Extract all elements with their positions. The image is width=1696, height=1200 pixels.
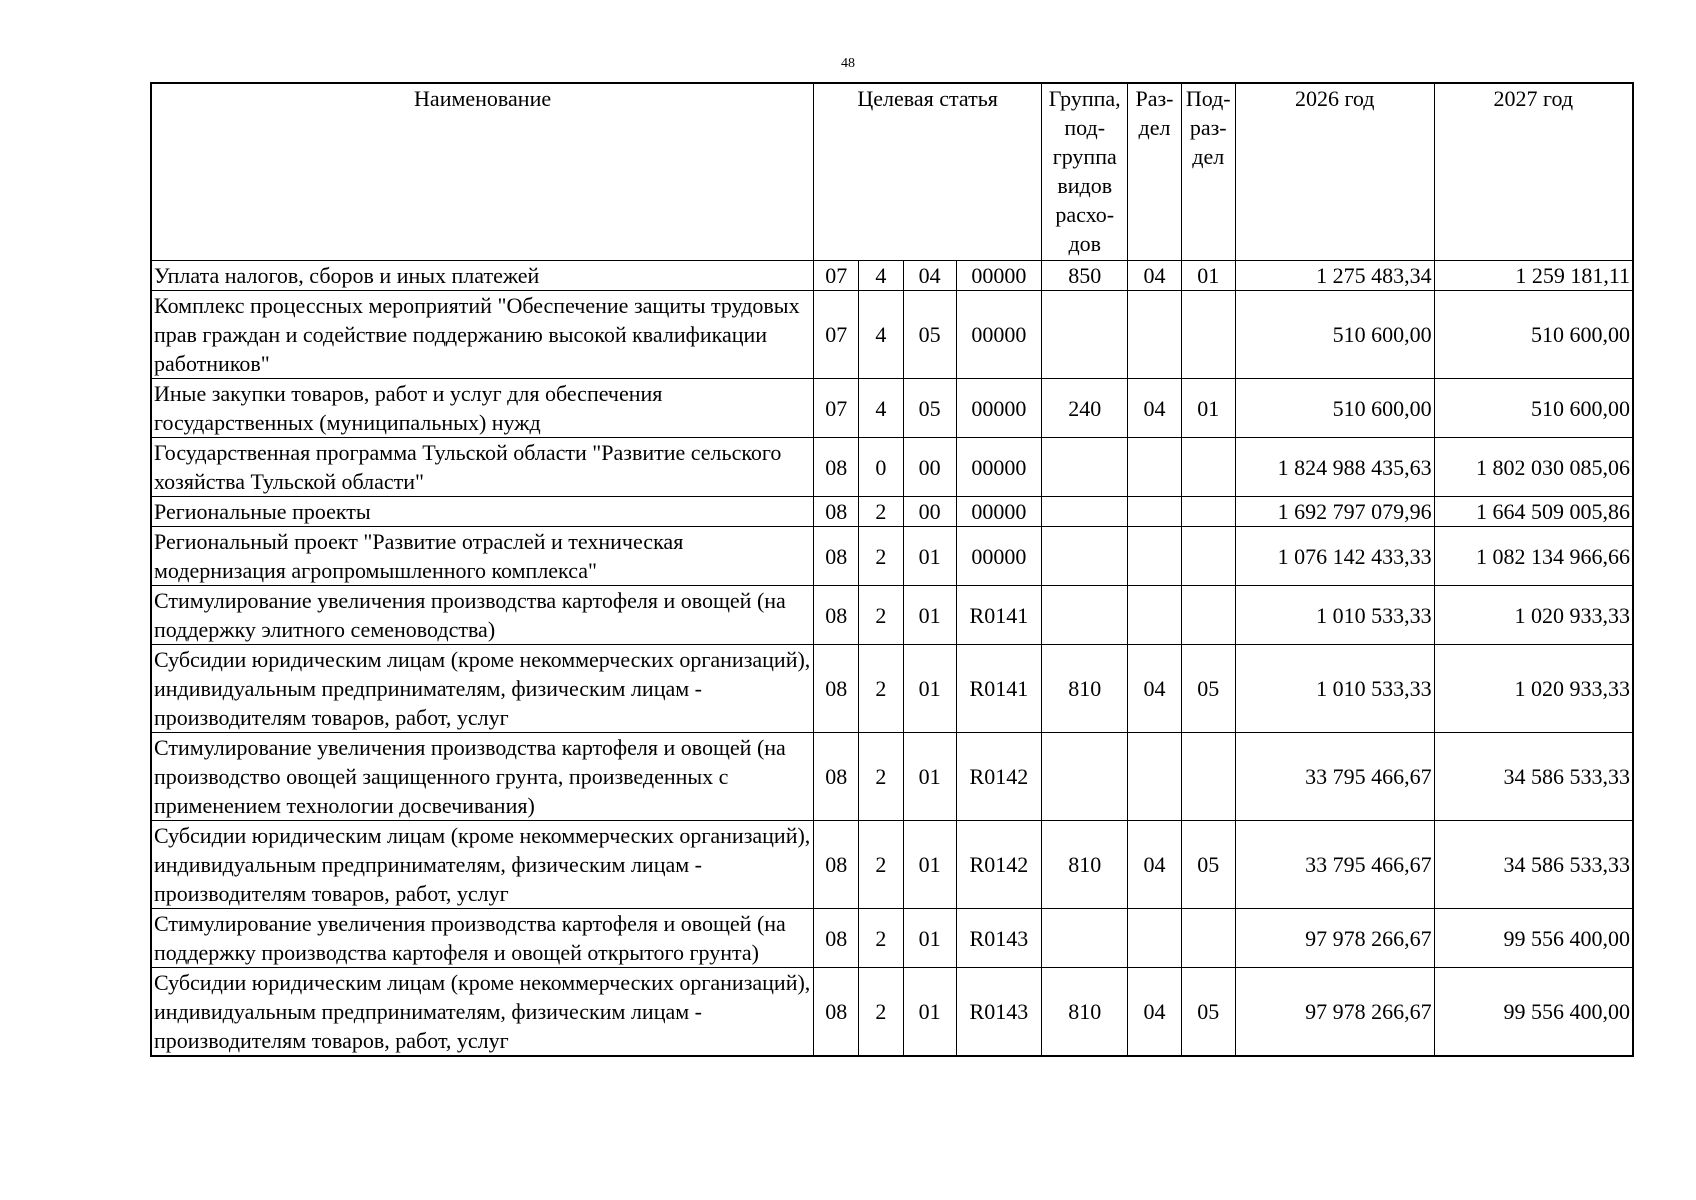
row-amount-2027: 1 020 933,33 — [1434, 645, 1633, 733]
row-code-sub: 00 — [903, 438, 956, 497]
row-amount-2026: 33 795 466,67 — [1235, 821, 1434, 909]
row-code-program: 07 — [814, 291, 859, 379]
row-code-direction: R0143 — [956, 909, 1041, 968]
table-row — [151, 645, 1633, 733]
row-name: Субсидии юридическим лицам (кроме некоммерческих организаций), индивидуальным предпринимателям, физическим лицам - производителям товаров, работ, услуг — [151, 968, 814, 1057]
row-code-direction: 00000 — [956, 497, 1041, 527]
row-amount-2026: 510 600,00 — [1235, 379, 1434, 438]
row-code-sub: 05 — [903, 379, 956, 438]
row-section: 04 — [1128, 821, 1181, 909]
row-code-sub: 01 — [903, 527, 956, 586]
row-amount-2026: 97 978 266,67 — [1235, 968, 1434, 1057]
row-subsection: 05 — [1181, 645, 1235, 733]
row-amount-2026: 33 795 466,67 — [1235, 733, 1434, 821]
row-code-type: 2 — [859, 527, 903, 586]
row-code-direction: R0142 — [956, 733, 1041, 821]
row-name: Субсидии юридическим лицам (кроме некоммерческих организаций), индивидуальным предпринимателям, физическим лицам - производителям товаров, работ, услуг — [151, 821, 814, 909]
row-code-program: 07 — [814, 261, 859, 291]
row-amount-2027: 1 020 933,33 — [1434, 586, 1633, 645]
row-code-type: 4 — [859, 261, 903, 291]
row-amount-2026: 1 692 797 079,96 — [1235, 497, 1434, 527]
row-code-direction: 00000 — [956, 438, 1041, 497]
table-row — [151, 497, 1633, 527]
row-code-type: 2 — [859, 497, 903, 527]
table-row — [151, 291, 1633, 379]
row-amount-2026: 1 010 533,33 — [1235, 586, 1434, 645]
header-subsection: Под- раз- дел — [1181, 83, 1235, 261]
header-year-2026: 2026 год — [1235, 83, 1434, 261]
row-code-sub: 01 — [903, 733, 956, 821]
row-name: Иные закупки товаров, работ и услуг для обеспечения государственных (муниципальных) нужд — [151, 379, 814, 438]
row-group — [1042, 586, 1128, 645]
row-name: Региональные проекты — [151, 497, 814, 527]
row-name: Региональный проект "Развитие отраслей и техническая модернизация агропромышленного комплекса" — [151, 527, 814, 586]
row-group — [1042, 497, 1128, 527]
page-number: 48 — [841, 56, 855, 71]
row-group: 810 — [1042, 821, 1128, 909]
row-subsection: 01 — [1181, 261, 1235, 291]
row-subsection — [1181, 291, 1235, 379]
row-name: Государственная программа Тульской области "Развитие сельского хозяйства Тульской области" — [151, 438, 814, 497]
row-code-program: 08 — [814, 586, 859, 645]
row-amount-2026: 1 275 483,34 — [1235, 261, 1434, 291]
row-code-direction: 00000 — [956, 291, 1041, 379]
row-amount-2026: 1 824 988 435,63 — [1235, 438, 1434, 497]
row-amount-2026: 97 978 266,67 — [1235, 909, 1434, 968]
row-code-type: 4 — [859, 379, 903, 438]
budget-table — [150, 82, 1634, 1057]
row-amount-2027: 510 600,00 — [1434, 291, 1633, 379]
row-name: Стимулирование увеличения производства картофеля и овощей (на поддержку элитного семеноводства) — [151, 586, 814, 645]
row-code-program: 08 — [814, 821, 859, 909]
row-group: 240 — [1042, 379, 1128, 438]
row-name: Комплекс процессных мероприятий "Обеспечение защиты трудовых прав граждан и содействие поддержанию высокой квалификации работников" — [151, 291, 814, 379]
row-section — [1128, 527, 1181, 586]
header-target-article: Целевая статья — [814, 83, 1042, 261]
row-section — [1128, 909, 1181, 968]
header-name: Наименование — [151, 83, 814, 261]
table-row — [151, 438, 1633, 497]
header-section: Раз- дел — [1128, 83, 1181, 261]
row-code-sub: 04 — [903, 261, 956, 291]
row-code-sub: 00 — [903, 497, 956, 527]
row-section: 04 — [1128, 968, 1181, 1057]
row-name: Стимулирование увеличения производства картофеля и овощей (на производство овощей защищенного грунта, произведенных с применением технологии досвечивания) — [151, 733, 814, 821]
row-section: 04 — [1128, 645, 1181, 733]
row-amount-2027: 510 600,00 — [1434, 379, 1633, 438]
row-amount-2027: 1 802 030 085,06 — [1434, 438, 1633, 497]
row-amount-2027: 99 556 400,00 — [1434, 968, 1633, 1057]
row-code-direction: R0143 — [956, 968, 1041, 1057]
row-amount-2027: 99 556 400,00 — [1434, 909, 1633, 968]
row-code-direction: 00000 — [956, 261, 1041, 291]
row-code-program: 08 — [814, 497, 859, 527]
row-code-sub: 05 — [903, 291, 956, 379]
row-section — [1128, 438, 1181, 497]
row-code-program: 08 — [814, 438, 859, 497]
table-row — [151, 821, 1633, 909]
table-row — [151, 527, 1633, 586]
row-amount-2027: 1 259 181,11 — [1434, 261, 1633, 291]
row-amount-2026: 1 010 533,33 — [1235, 645, 1434, 733]
header-group: Группа, под- группа видов расхо- дов — [1042, 83, 1128, 261]
table-row — [151, 733, 1633, 821]
row-code-direction: R0141 — [956, 645, 1041, 733]
table-row — [151, 586, 1633, 645]
row-amount-2027: 34 586 533,33 — [1434, 733, 1633, 821]
row-section — [1128, 586, 1181, 645]
row-group: 810 — [1042, 645, 1128, 733]
table-row — [151, 261, 1633, 291]
row-code-sub: 01 — [903, 909, 956, 968]
row-subsection: 05 — [1181, 821, 1235, 909]
row-code-program: 08 — [814, 645, 859, 733]
row-subsection: 05 — [1181, 968, 1235, 1057]
row-subsection — [1181, 909, 1235, 968]
row-amount-2027: 34 586 533,33 — [1434, 821, 1633, 909]
table-row — [151, 909, 1633, 968]
row-group — [1042, 527, 1128, 586]
row-amount-2027: 1 082 134 966,66 — [1434, 527, 1633, 586]
row-code-sub: 01 — [903, 645, 956, 733]
row-code-type: 0 — [859, 438, 903, 497]
row-subsection — [1181, 733, 1235, 821]
row-code-sub: 01 — [903, 586, 956, 645]
row-code-program: 08 — [814, 909, 859, 968]
row-code-program: 08 — [814, 733, 859, 821]
table-row — [151, 379, 1633, 438]
row-section: 04 — [1128, 379, 1181, 438]
row-subsection — [1181, 497, 1235, 527]
row-code-direction: R0142 — [956, 821, 1041, 909]
row-group — [1042, 909, 1128, 968]
row-code-type: 4 — [859, 291, 903, 379]
row-code-type: 2 — [859, 821, 903, 909]
header-year-2027: 2027 год — [1434, 83, 1633, 261]
row-subsection — [1181, 527, 1235, 586]
row-subsection: 01 — [1181, 379, 1235, 438]
row-code-sub: 01 — [903, 821, 956, 909]
row-amount-2027: 1 664 509 005,86 — [1434, 497, 1633, 527]
row-section — [1128, 733, 1181, 821]
row-section — [1128, 291, 1181, 379]
row-section: 04 — [1128, 261, 1181, 291]
row-name: Уплата налогов, сборов и иных платежей — [151, 261, 814, 291]
row-code-type: 2 — [859, 645, 903, 733]
row-subsection — [1181, 438, 1235, 497]
table-body — [151, 261, 1633, 1057]
row-code-direction: R0141 — [956, 586, 1041, 645]
row-amount-2026: 510 600,00 — [1235, 291, 1434, 379]
row-code-program: 08 — [814, 527, 859, 586]
row-code-sub: 01 — [903, 968, 956, 1057]
row-code-program: 08 — [814, 968, 859, 1057]
row-name: Стимулирование увеличения производства картофеля и овощей (на поддержку производства картофеля и овощей открытого грунта) — [151, 909, 814, 968]
row-code-type: 2 — [859, 968, 903, 1057]
row-code-direction: 00000 — [956, 527, 1041, 586]
table-header — [151, 83, 1633, 261]
row-code-direction: 00000 — [956, 379, 1041, 438]
row-code-type: 2 — [859, 733, 903, 821]
row-name: Субсидии юридическим лицам (кроме некоммерческих организаций), индивидуальным предпринимателям, физическим лицам - производителям товаров, работ, услуг — [151, 645, 814, 733]
row-group: 810 — [1042, 968, 1128, 1057]
row-code-program: 07 — [814, 379, 859, 438]
row-group — [1042, 438, 1128, 497]
table-row — [151, 968, 1633, 1057]
row-group — [1042, 291, 1128, 379]
row-code-type: 2 — [859, 909, 903, 968]
row-subsection — [1181, 586, 1235, 645]
row-group — [1042, 733, 1128, 821]
row-section — [1128, 497, 1181, 527]
row-amount-2026: 1 076 142 433,33 — [1235, 527, 1434, 586]
row-code-type: 2 — [859, 586, 903, 645]
row-group: 850 — [1042, 261, 1128, 291]
